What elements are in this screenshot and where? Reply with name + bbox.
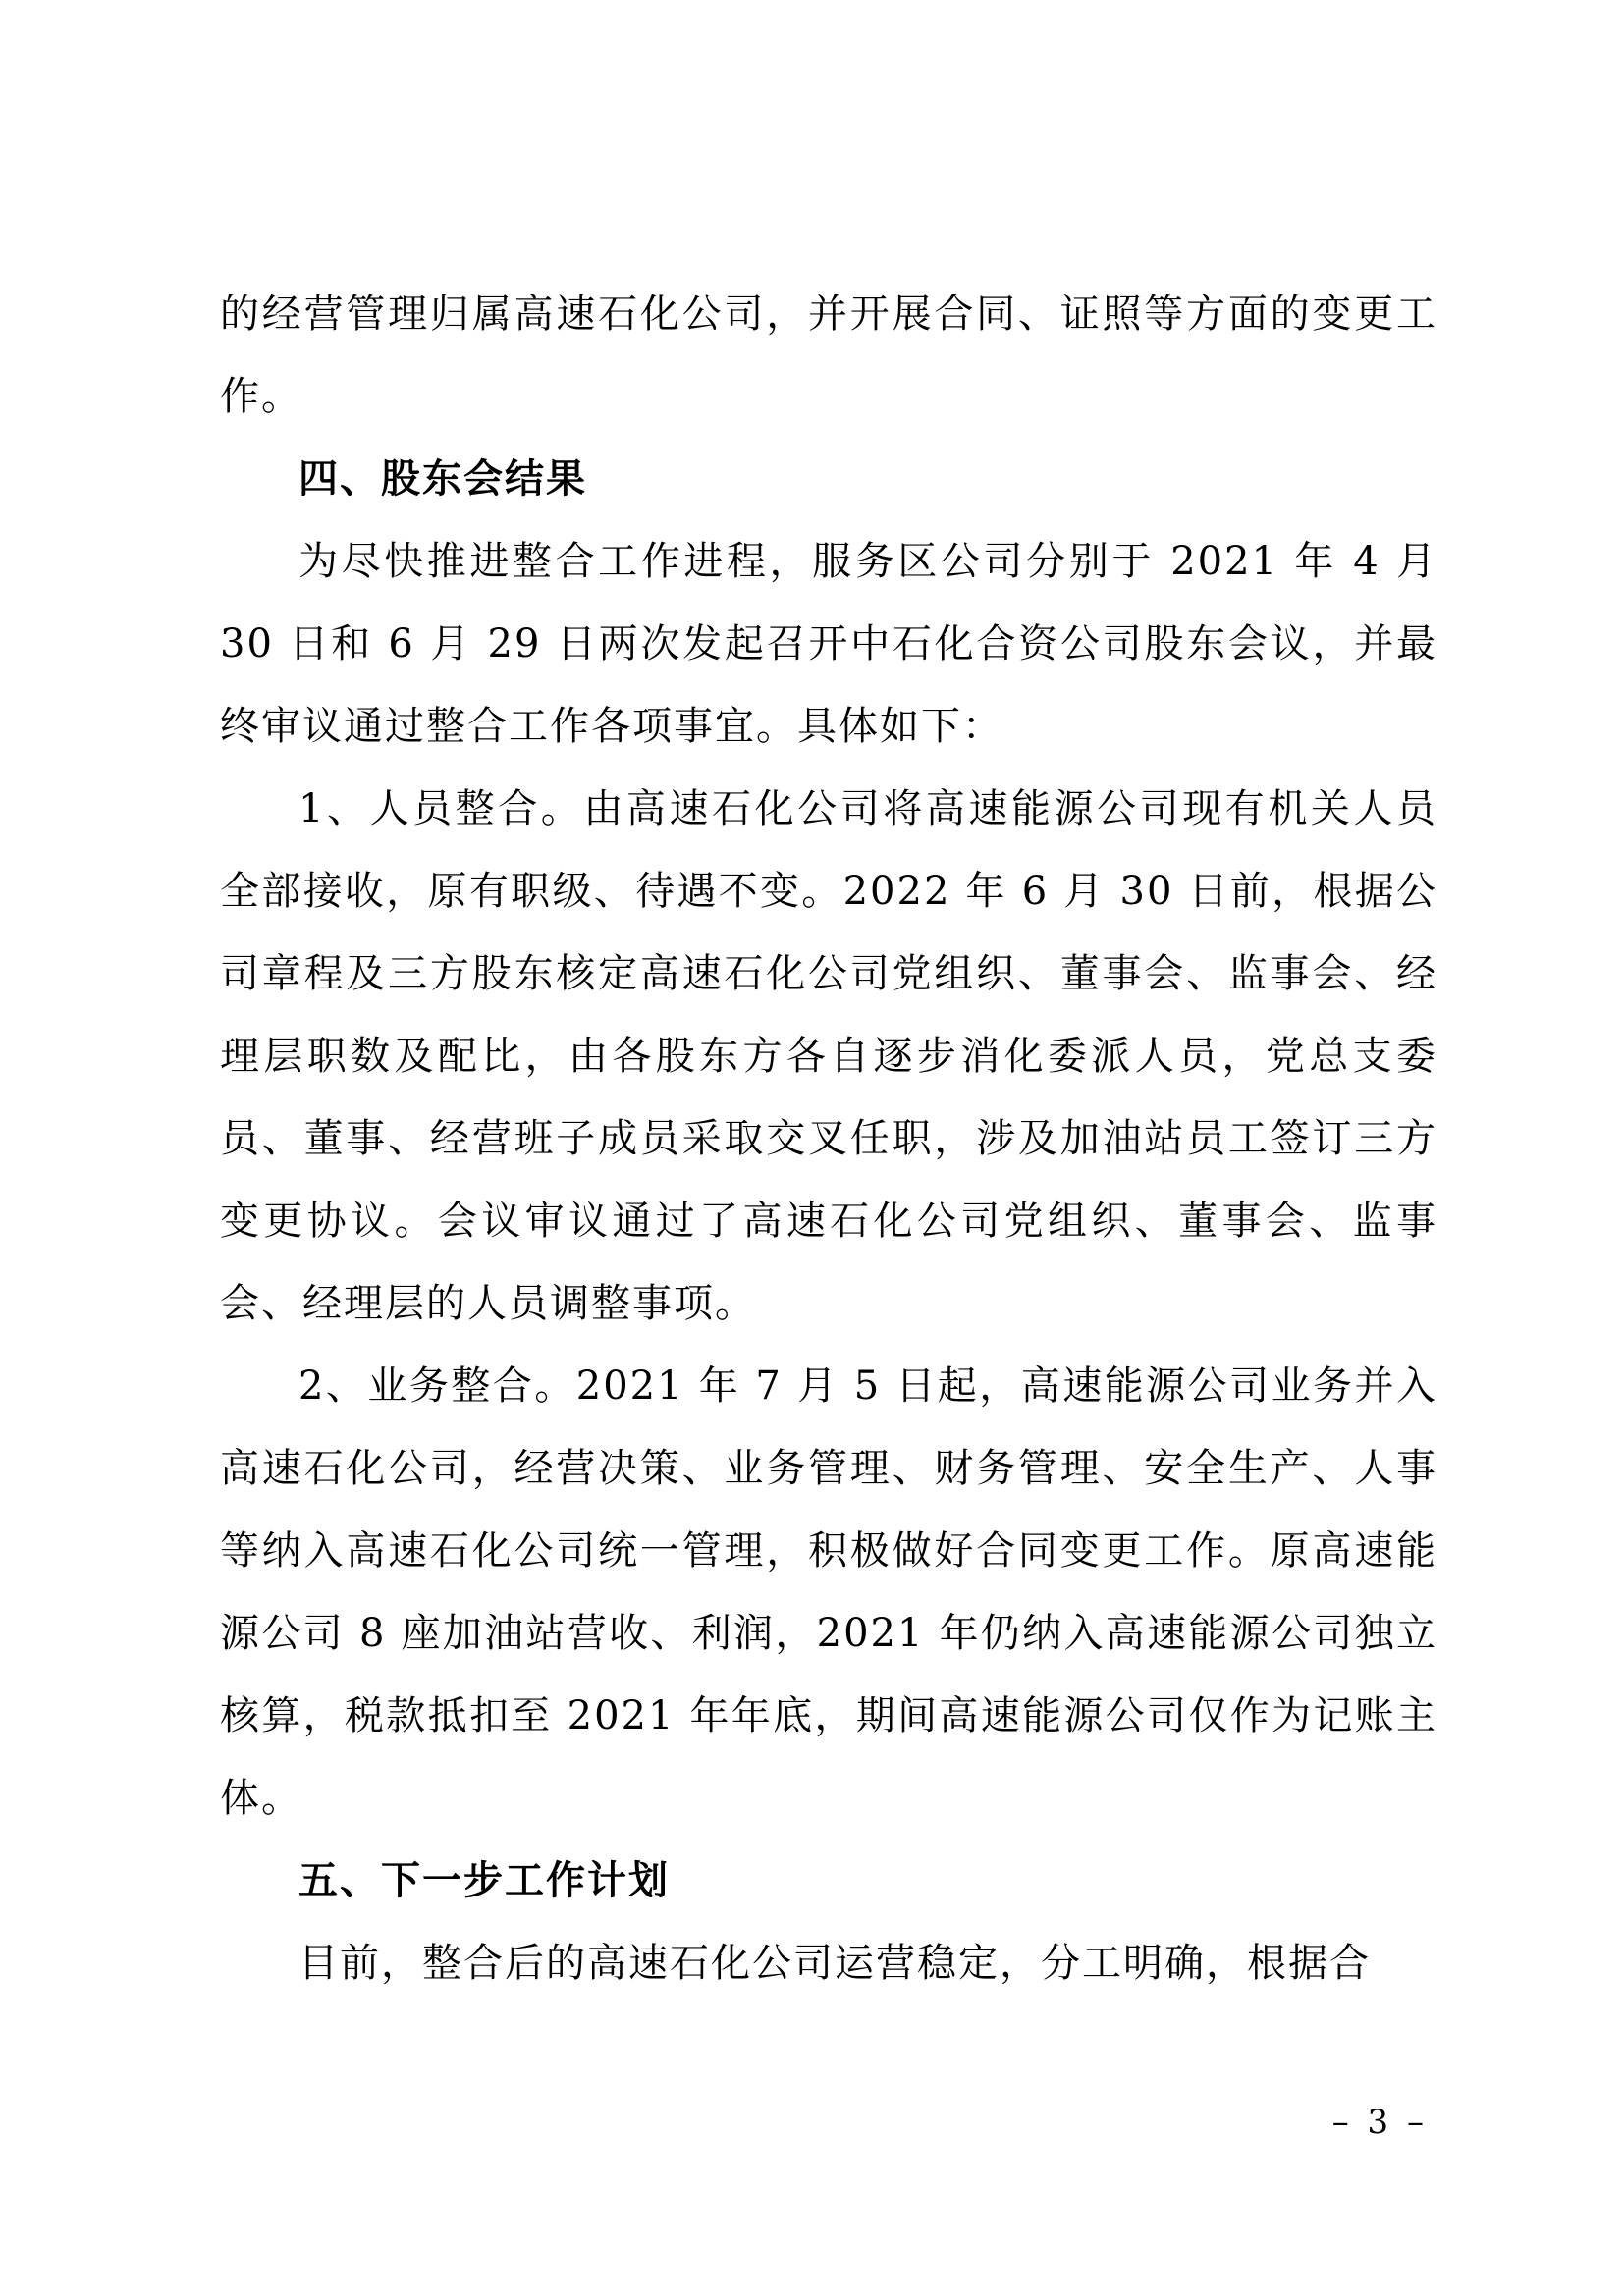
page-number: – 3 –	[1331, 2103, 1428, 2142]
section-heading-next-step-work-plan: 五、下一步工作计划	[298, 1858, 670, 1903]
paragraph-continuation: 的经营管理归属高速石化公司，并开展合同、证照等方面的变更工作。	[220, 292, 1437, 419]
paragraph-next-step-intro: 目前，整合后的高速石化公司运营稳定，分工明确，根据合	[298, 1941, 1371, 1986]
paragraph-business-integration: 2、业务整合。2021 年 7 月 5 日起，高速能源公司业务并入高速石化公司，经营决策、业务管理、财务管理、安全生产、人事等纳入高速石化公司统一管理，积极做好合同变更工作。原高速能源公司 8 座加油站营收、利润，2021 年仍纳入高速能源公司独立核算，税款抵扣至 2021 年年底，期间高速能源公司仅作为记账主体。	[220, 1363, 1437, 1821]
paragraph-personnel-integration: 1、人员整合。由高速石化公司将高速能源公司现有机关人员全部接收，原有职级、待遇不变。2022 年 6 月 30 日前，根据公司章程及三方股东核定高速石化公司党组织、董事会、监事会、经理层职数及配比，由各股东方各自逐步消化委派人员，党总支委员、董事、经营班子成员采取交叉任职，涉及加油站员工签订三方变更协议。会议审议通过了高速石化公司党组织、董事会、监事会、经理层的人员调整事项。	[220, 786, 1437, 1326]
section-heading-shareholders-meeting-results: 四、股东会结果	[298, 456, 587, 502]
document-text-block	[220, 273, 1437, 2004]
paragraph-meeting-overview: 为尽快推进整合工作进程，服务区公司分别于 2021 年 4 月 30 日和 6 月 29 日两次发起召开中石化合资公司股东会议，并最终审议通过整合工作各项事宜。具体如下：	[220, 539, 1437, 749]
